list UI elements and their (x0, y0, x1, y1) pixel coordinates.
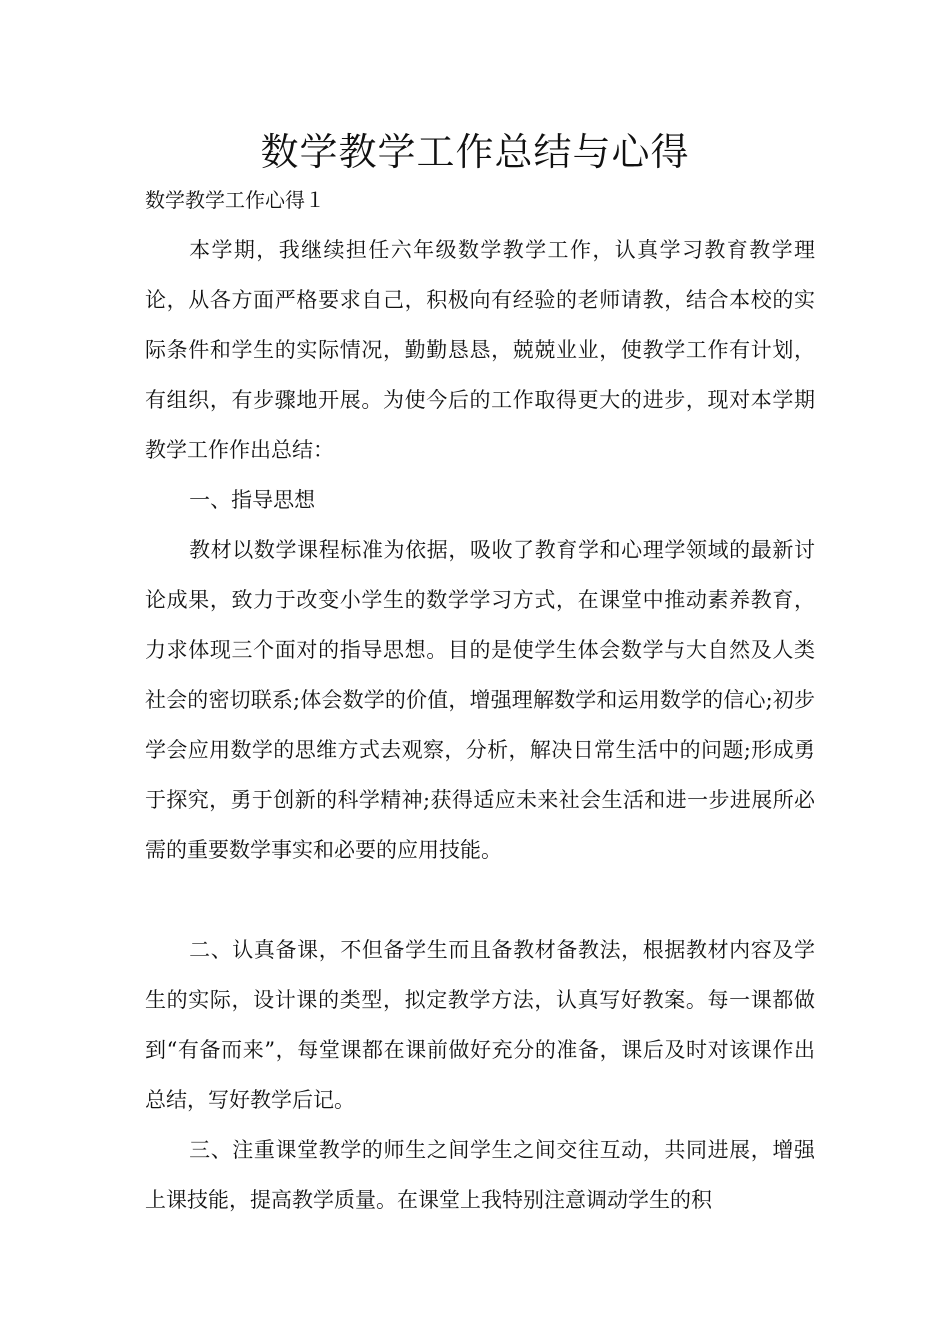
document-title: 数学教学工作总结与心得 (260, 130, 690, 174)
document-subtitle: 数学教学工作心得１ (145, 188, 325, 212)
section-heading-guiding-thought: 一、指导思想 (189, 488, 316, 512)
paragraph-intro: 本学期，我继续担任六年级数学教学工作，认真学习教育教学理论，从各方面严格要求自己，积极向有经验的老师请教，结合本校的实际条件和学生的实际情况，勤勤恳恳，兢兢业业，使教学工作有计划，有组织，有步骤地开展。为使今后的工作取得更大的进步，现对本学期教学工作作出总结： (145, 238, 815, 462)
paragraph-guiding-thought: 教材以数学课程标准为依据，吸收了教育学和心理学领域的最新讨论成果，致力于改变小学生的数学学习方式，在课堂中推动素养教育，力求体现三个面对的指导思想。目的是使学生体会数学与大自然及人类社会的密切联系;体会数学的价值，增强理解数学和运用数学的信心;初步学会应用数学的思维方式去观察，分析，解决日常生活中的问题;形成勇于探究，勇于创新的科学精神;获得适应未来社会生活和进一步进展所必需的重要数学事实和必要的应用技能。 (145, 538, 815, 862)
paragraph-classroom-teaching: 三、注重课堂教学的师生之间学生之间交往互动，共同进展，增强上课技能，提高教学质量。在课堂上我特别注意调动学生的积 (145, 1138, 815, 1212)
paragraph-lesson-preparation: 二、认真备课，不但备学生而且备教材备教法，根据教材内容及学生的实际，设计课的类型，拟定教学方法，认真写好教案。每一课都做到“有备而来”，每堂课都在课前做好充分的准备，课后及时对该课作出总结，写好教学后记。 (145, 938, 815, 1112)
